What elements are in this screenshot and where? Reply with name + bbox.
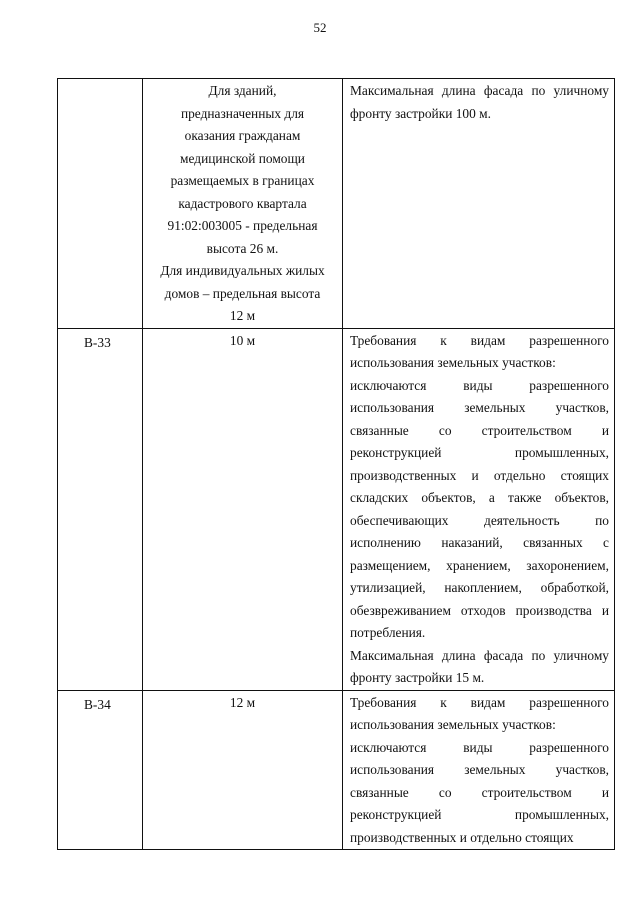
zone-code-cell — [58, 690, 143, 850]
height-limit-line: размещаемых в границах — [170, 173, 315, 188]
zone-code-cell — [58, 328, 143, 690]
requirement-paragraph: исключаются виды разрешенного использования земельных участков, связанные со строительством и реконструкцией промышленных, производственных и отдельно стоящих — [350, 739, 609, 845]
height-limit-line: 10 м — [229, 332, 256, 348]
requirement-paragraph: Максимальная длина фасада по уличному фронту застройки 100 м. — [350, 83, 609, 121]
requirement-paragraph: Требования к видам разрешенного использования земельных участков: — [350, 332, 609, 370]
height-limit-cell — [143, 690, 343, 850]
page-number: 52 — [313, 20, 327, 35]
height-limit-line: 12 м — [229, 694, 256, 710]
height-limit-line: Для индивидуальных жилых — [160, 263, 325, 278]
height-limit-cell — [143, 328, 343, 690]
table-row — [58, 79, 615, 329]
height-limit-line: высота 26 м. — [206, 240, 279, 256]
height-limit-line: оказания гражданам — [184, 128, 301, 143]
requirement-paragraph: Требования к видам разрешенного использования земельных участков: — [350, 694, 609, 732]
zoning-table — [57, 78, 615, 850]
height-limit-line: медицинской помощи — [180, 150, 305, 166]
zone-code: В-33 — [84, 334, 111, 350]
requirement-paragraph: Максимальная длина фасада по уличному фронту застройки 15 м. — [350, 647, 609, 685]
requirements-cell — [343, 328, 615, 690]
height-limit-line: 91:02:003005 - предельная — [167, 218, 318, 233]
height-limit-line: кадастрового квартала — [178, 195, 307, 211]
height-limit-line: предназначенных для — [180, 105, 305, 121]
height-limit-line: Для зданий, — [208, 83, 277, 98]
requirements-cell — [343, 690, 615, 850]
requirements-cell — [343, 79, 615, 329]
table-row — [58, 328, 615, 690]
zone-code-cell — [58, 79, 143, 329]
height-limit-cell — [143, 79, 343, 329]
zone-code — [58, 79, 142, 82]
zone-code: В-34 — [84, 696, 111, 712]
table-row — [58, 690, 615, 850]
height-limit-line: домов – предельная высота — [164, 285, 321, 301]
height-limit-line: 12 м — [229, 308, 256, 323]
requirement-paragraph: исключаются виды разрешенного использования земельных участков, связанные со строительством и реконструкцией промышленных, производственных и отдельно стоящих складских объектов, а также объектов, обеспечивающих деятельность по исполнению наказаний, связанных с размещением, хранением, захоронением, утилизацией, накоплением, обработкой, обезвреживанием отходов производства и потребления. — [350, 377, 609, 640]
